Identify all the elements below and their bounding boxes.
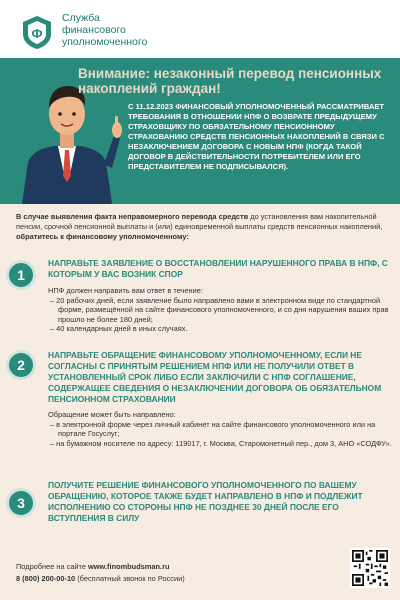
step-1-lead: НПФ должен направить вам ответ в течение: <box>48 286 203 295</box>
step-2-item: – в электронной форме через личный кабинет на сайте финансового уполномоченного или на портале Госуслуг; <box>50 419 376 439</box>
step-1-text <box>48 286 393 334</box>
footer-site-line <box>16 562 169 571</box>
step-2-title: НАПРАВЬТЕ ОБРАЩЕНИЕ ФИНАНСОВОМУ УПОЛНОМОЧЕННОМУ, ЕСЛИ НЕ СОГЛАСНЫ С ПРИНЯТЫМ РЕШЕНИЕМ НПФ ИЛИ НЕ ПОЛУЧИЛИ ОТВЕТ В УСТАНОВЛЕННЫЙ СРОК ЛИБО ЕСЛИ ЗАКЛЮЧИЛИ С НПФ СОГЛАШЕНИЕ, СОДЕРЖАЩЕЕ СВЕДЕНИЯ О НЕЗАКЛЮЧЕНИИ ДОГОВОРА ОБ ОБЯЗАТЕЛЬНОМ ПЕНСИОННОМ СТРАХОВАНИИ <box>48 350 382 404</box>
header <box>0 0 400 58</box>
step-2-number: 2 <box>6 350 36 380</box>
org-name-line3: уполномоченного <box>62 36 148 48</box>
phone-note: (бесплатный звонок по России) <box>75 574 185 583</box>
intro-middle: до установления вам накопительной пенсии, срочной пенсионной выплаты и (или) единовременной выплаты средств пенсионных накоплений, <box>16 212 383 231</box>
hotline-phone[interactable]: 8 (800) 200-00-10 <box>16 574 76 583</box>
step-2-text <box>48 410 393 448</box>
step-1-item: – 40 календарных дней в иных случаях. <box>50 324 188 334</box>
banner-title: Внимание: незаконный перевод пенсионных накоплений граждан! <box>78 66 382 96</box>
website-link[interactable]: www.finombudsman.ru <box>88 562 170 571</box>
org-name-line1: Служба <box>62 12 100 24</box>
svg-text:Ф: Ф <box>31 26 43 41</box>
intro-bold-start: В случае выявления факта неправомерного перевода средств <box>16 212 249 221</box>
intro-paragraph <box>16 212 386 242</box>
step-1-title: НАПРАВЬТЕ ЗАЯВЛЕНИЕ О ВОССТАНОВЛЕНИИ НАРУШЕННОГО ПРАВА В НПФ, С КОТОРЫМ У ВАС ВОЗНИК СПОР <box>48 258 388 279</box>
org-name <box>62 12 202 48</box>
footer-site-prefix: Подробнее на сайте <box>16 562 89 571</box>
org-name-line2: финансового <box>62 24 126 36</box>
step-3-number: 3 <box>6 488 36 518</box>
qr-code-icon[interactable] <box>350 548 390 588</box>
step-1-number: 1 <box>6 260 36 290</box>
step-1-item: – 20 рабочих дней, если заявление было направлено вами в электронном виде по стандартной форме, размещённой на сайте финансового уполномоченного, и со дня нарушения ваших прав прошло не более 180 дней; <box>50 295 389 324</box>
footer-phone-line <box>16 574 185 583</box>
step-2-item: – на бумажном носителе по адресу: 119017, г. Москва, Старомонетный пер., дом 3, АНО «СОДФУ». <box>50 438 392 448</box>
step-3-title: ПОЛУЧИТЕ РЕШЕНИЕ ФИНАНСОВОГО УПОЛНОМОЧЕННОГО ПО ВАШЕМУ ОБРАЩЕНИЮ, КОТОРОЕ ТАКЖЕ БУДЕТ НАПРАВЛЕНО В НПФ И ПОДЛЕЖИТ ИСПОЛНЕНИЮ СО СТОРОНЫ НПФ НЕ ПОЗДНЕЕ 30 ДНЕЙ ПОСЛЕ ЕГО ВСТУПЛЕНИЯ В СИЛУ <box>48 480 363 523</box>
banner-body: С 11.12.2023 ФИНАНСОВЫЙ УПОЛНОМОЧЕННЫЙ РАССМАТРИВАЕТ ТРЕБОВАНИЯ В ОТНОШЕНИИ НПФ О ВОЗВРАТЕ ПРЕДЫДУЩЕМУ СТРАХОВЩИКУ ПО ОБЯЗАТЕЛЬНОМУ ПЕНСИОННОМУ СТРАХОВАНИЮ СРЕДСТВ ПЕНСИОННЫХ НАКОПЛЕНИЙ В СВЯЗИ С НЕЗАКЛЮЧЕНИЕМ ДОГОВОРА С НОВЫМ НПФ (КОГДА ТАКОЙ ДОГОВОР В ДЕЙСТВИТЕЛЬНОСТИ ПОТРЕБИТЕЛЕМ ИЛИ ЕГО ПРЕДСТАВИТЕЛЕМ НЕ ПОДПИСЫВАЛСЯ). <box>128 102 385 171</box>
ombudsman-logo-icon <box>21 14 53 50</box>
step-2-lead: Обращение может быть направлено: <box>48 410 176 419</box>
intro-bold-end: обратитесь к финансовому уполномоченному: <box>16 232 189 241</box>
